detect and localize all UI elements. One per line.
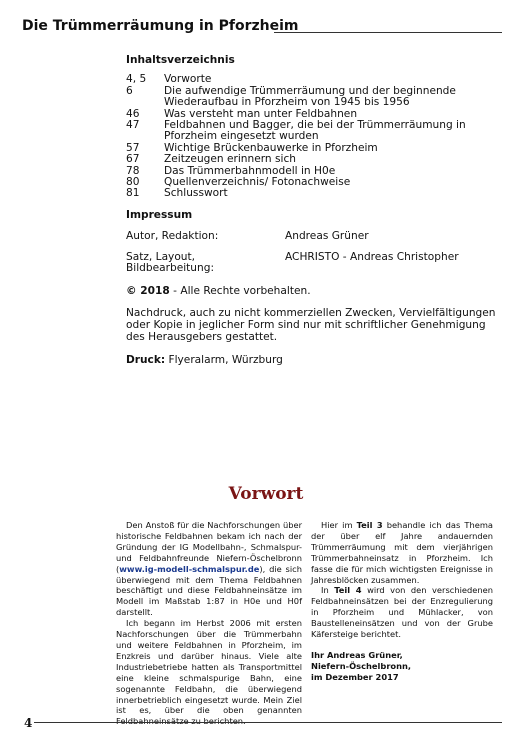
toc-page: 80 (126, 176, 140, 189)
vorwort-column-right (311, 520, 493, 683)
toc-page: 47 (126, 119, 140, 132)
toc-entry (126, 86, 496, 109)
toc-page: 81 (126, 187, 140, 200)
copyright-year: © 2018 (126, 285, 170, 298)
signature (311, 650, 493, 683)
toc-text: Zeitzeugen erinnern sich (164, 153, 297, 166)
copyright-text: - Alle Rechte vorbehalten. (169, 285, 311, 298)
print-line (126, 355, 496, 367)
signature-line: im Dezember 2017 (311, 671, 399, 682)
toc-page: 78 (126, 164, 140, 177)
toc-page: 57 (126, 141, 140, 154)
text-run: behandle ich das Thema der über elf Jahre andauernden Trümmerräumung mit dem vierjährigen Trümmerbahneinsatz in Pforzheim. Ich fasse die für mich wichtigsten Ereignisse in Jahresblöcken zusammen. (311, 520, 493, 585)
page-header (22, 18, 492, 40)
footer-rule (30, 722, 502, 723)
vorwort-paragraph: Ich begann im Herbst 2006 mit ersten Nachforschungen über die Trümmerbahn und weitere Feldbahnen in Pforzheim, im Enzkreis und darüber hinaus. Viele alte Industriebetriebe hatten als Transportmittel eine kleine schmalspurige Bahn, eine sogenannte Feldbahn, die überwiegend innerbetrieblich eingesetzt wurde. Mein Ziel ist es, über die oben genannten Feldbahneinsätze zu berichten. (116, 618, 302, 727)
print-label: Druck: (126, 354, 166, 367)
vorwort-paragraph (311, 585, 493, 640)
toc-text: Quellenverzeichnis/ Fotonachweise (164, 176, 351, 189)
text-run: In (321, 585, 335, 596)
toc-heading: Inhaltsverzeichnis (126, 54, 235, 66)
author-value: Andreas Grüner (285, 229, 369, 242)
vorwort-paragraph (116, 520, 302, 618)
copyright-line (126, 286, 496, 298)
signature-line: Niefern-Öschelbronn, (311, 660, 412, 671)
text-run: Hier im (321, 520, 357, 530)
vorwort-paragraph (311, 520, 493, 585)
table-of-contents (126, 55, 496, 200)
vorwort-title: Vorwort (228, 484, 304, 504)
website-link[interactable]: www.ig-modell-schmalspur.de (119, 563, 260, 574)
toc-page: 46 (126, 107, 140, 120)
part-reference: Teil 4 (334, 585, 362, 596)
toc-text: Schlusswort (164, 187, 228, 200)
toc-text: Vorworte (164, 73, 212, 86)
toc-text: Die aufwendige Trümmerräumung und der beginnende Wiederaufbau in Pforzheim von 1945 bis 1956 (164, 84, 456, 109)
toc-entry (126, 188, 496, 199)
part-reference: Teil 3 (356, 520, 383, 530)
text-run: Den Anstoß für die Nachforschungen über historische Feldbahnen bekam ich nach der Gründung der IG Modellbahn-, Schmalspur- und Feldbahnfreunde Niefern-Öschelbronn ( (116, 520, 302, 574)
reprint-notice: Nachdruck, auch zu nicht kommerziellen Zwecken, Vervielfältigungen oder Kopie in jeglicher Form sind nur mit schriftlicher Genehmigung des Herausgebers gestattet. (126, 306, 496, 343)
toc-page: 4, 5 (126, 73, 147, 86)
header-rule (274, 32, 502, 33)
toc-text: Was versteht man unter Feldbahnen (164, 107, 358, 120)
toc-text: Wichtige Brückenbauwerke in Pforzheim (164, 141, 378, 154)
toc-page: 67 (126, 153, 140, 166)
toc-text: Feldbahnen und Bagger, die bei der Trümmerräumung in Pforzheim eingesetzt wurden (164, 119, 466, 143)
layout-label: Satz, Layout, Bildbearbeitung: (126, 250, 215, 275)
layout-value: ACHRISTO - Andreas Christopher (285, 250, 459, 263)
impressum-heading: Impressum (126, 209, 193, 221)
author-label: Autor, Redaktion: (126, 229, 219, 242)
toc-entry (126, 154, 496, 165)
text-run: wird von den verschiedenen Feldbahneinsätzen bei der Enzregulierung in Pforzheim und Mühlacker, von Baustelleneinsätzen und von der Grube Käfersteige berichtet. (311, 585, 493, 640)
vorwort-column-left (116, 520, 302, 727)
toc-text: Das Trümmerbahnmodell in H0e (164, 164, 336, 177)
layout-row (126, 252, 496, 276)
toc-page: 6 (126, 84, 133, 97)
author-row (126, 231, 496, 243)
toc-entry (126, 120, 496, 143)
impressum (126, 210, 496, 367)
text-run: ), die sich überwiegend mit dem Thema Feldbahnen beschäftigt und diese Feldbahneinsätze im Modell im Maßstab 1:87 in H0e und H0f darstellt. (116, 563, 302, 618)
page-number: 4 (24, 716, 33, 730)
signature-line: Ihr Andreas Grüner, (311, 649, 403, 660)
print-value: Flyeralarm, Würzburg (165, 354, 283, 367)
running-title: Die Trümmerräumung in Pforzheim (22, 18, 299, 34)
